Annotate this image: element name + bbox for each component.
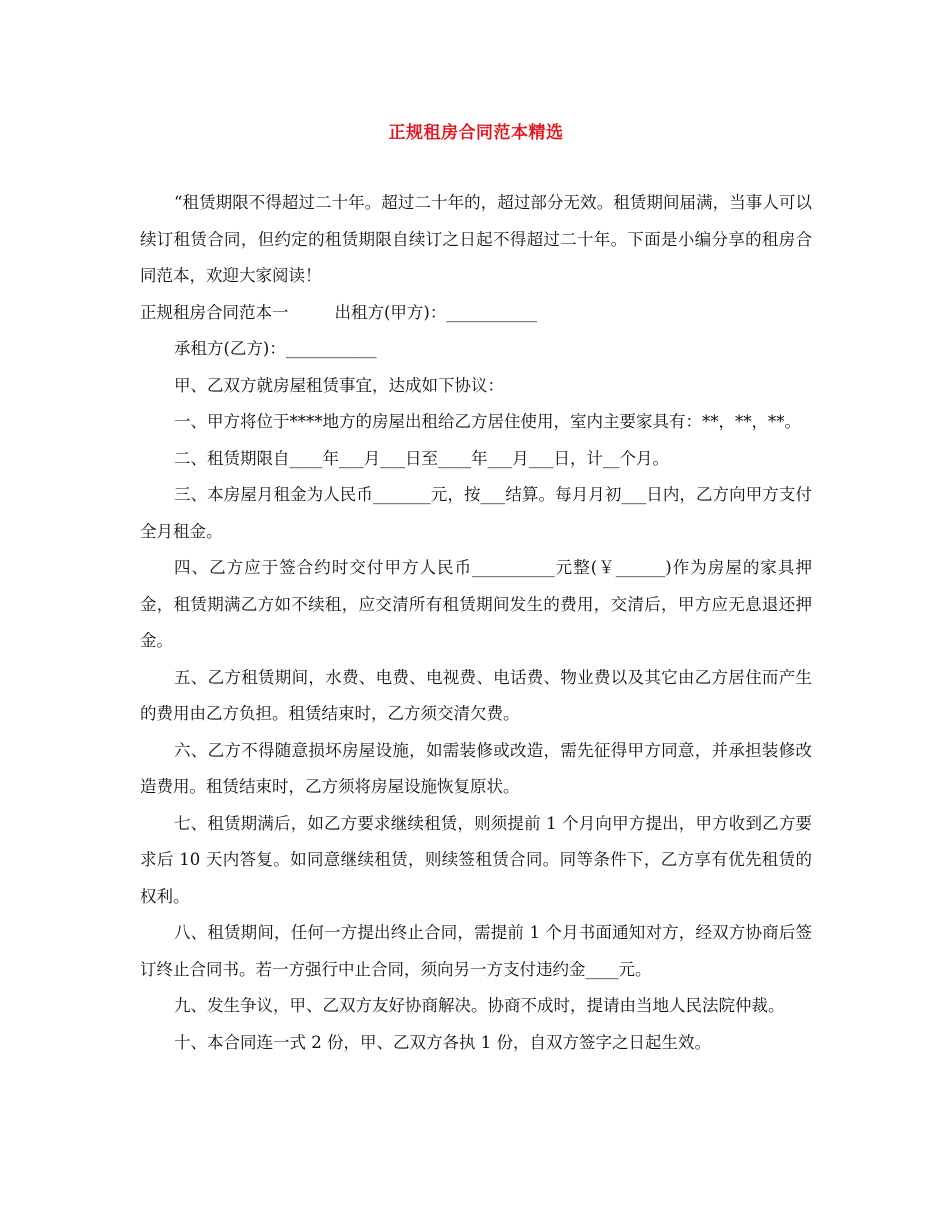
clause-6: 六、乙方不得随意损坏房屋设施，如需装修或改造，需先征得甲方同意，并承担装修改造费用。租赁结束时，乙方须将房屋设施恢复原状。 xyxy=(140,740,812,796)
lessee-line: 承租方(乙方)：___________ xyxy=(174,339,377,358)
sample-heading-row xyxy=(140,295,812,332)
agreement-line: 甲、乙双方就房屋租赁事宜，达成如下协议： xyxy=(174,375,504,395)
clause-8: 八、租赁期间，任何一方提出终止合同，需提前 1 个月书面通知对方，经双方协商后签订终止合同书。若一方强行中止合同，须向另一方支付违约金____元。 xyxy=(140,923,812,979)
intro-paragraph: “租赁期限不得超过二十年。超过二十年的，超过部分无效。租赁期间届满，当事人可以续订租赁合同，但约定的租赁期限自续订之日起不得超过二十年。下面是小编分享的租房合同范本，欢迎大家阅读！ xyxy=(140,193,812,285)
sample-heading: 正规租房合同范本一 xyxy=(140,302,289,322)
clause-5: 五、乙方租赁期间，水费、电费、电视费、电话费、物业费以及其它由乙方居住而产生的费用由乙方负担。租赁结束时，乙方须交清欠费。 xyxy=(140,667,812,723)
clause-7: 七、租赁期满后，如乙方要求继续租赁，则须提前 1 个月向甲方提出，甲方收到乙方要求后 10 天内答复。如同意继续租赁，则续签租赁合同。同等条件下，乙方享有优先租赁的权利。 xyxy=(140,813,812,906)
document-page xyxy=(140,118,812,1061)
document-title: 正规租房合同范本精选 xyxy=(388,123,564,143)
clause-10: 十、本合同连一式 2 份，甲、乙双方各执 1 份，自双方签字之日起生效。 xyxy=(174,1032,711,1052)
clause-2: 二、租赁期限自____年___月___日至____年___月___日，计__个月。 xyxy=(174,448,669,468)
clause-4: 四、乙方应于签合约时交付甲方人民币__________元整(￥______)作为房屋的家具押金，租赁期满乙方如不续租，应交清所有租赁期间发生的费用，交清后，甲方应无息退还押金。 xyxy=(140,558,812,650)
clause-1: 一、甲方将位于****地方的房屋出租给乙方居住使用，室内主要家具有：**，**，**。 xyxy=(174,412,801,431)
clause-3: 三、本房屋月租金为人民币_______元，按___结算。每月月初___日内，乙方向甲方支付全月租金。 xyxy=(140,485,812,541)
lessor-line: 出租方(甲方)：___________ xyxy=(334,302,538,322)
clause-9: 九、发生争议，甲、乙双方友好协商解决。协商不成时，提请由当地人民法院仲裁。 xyxy=(174,996,785,1015)
